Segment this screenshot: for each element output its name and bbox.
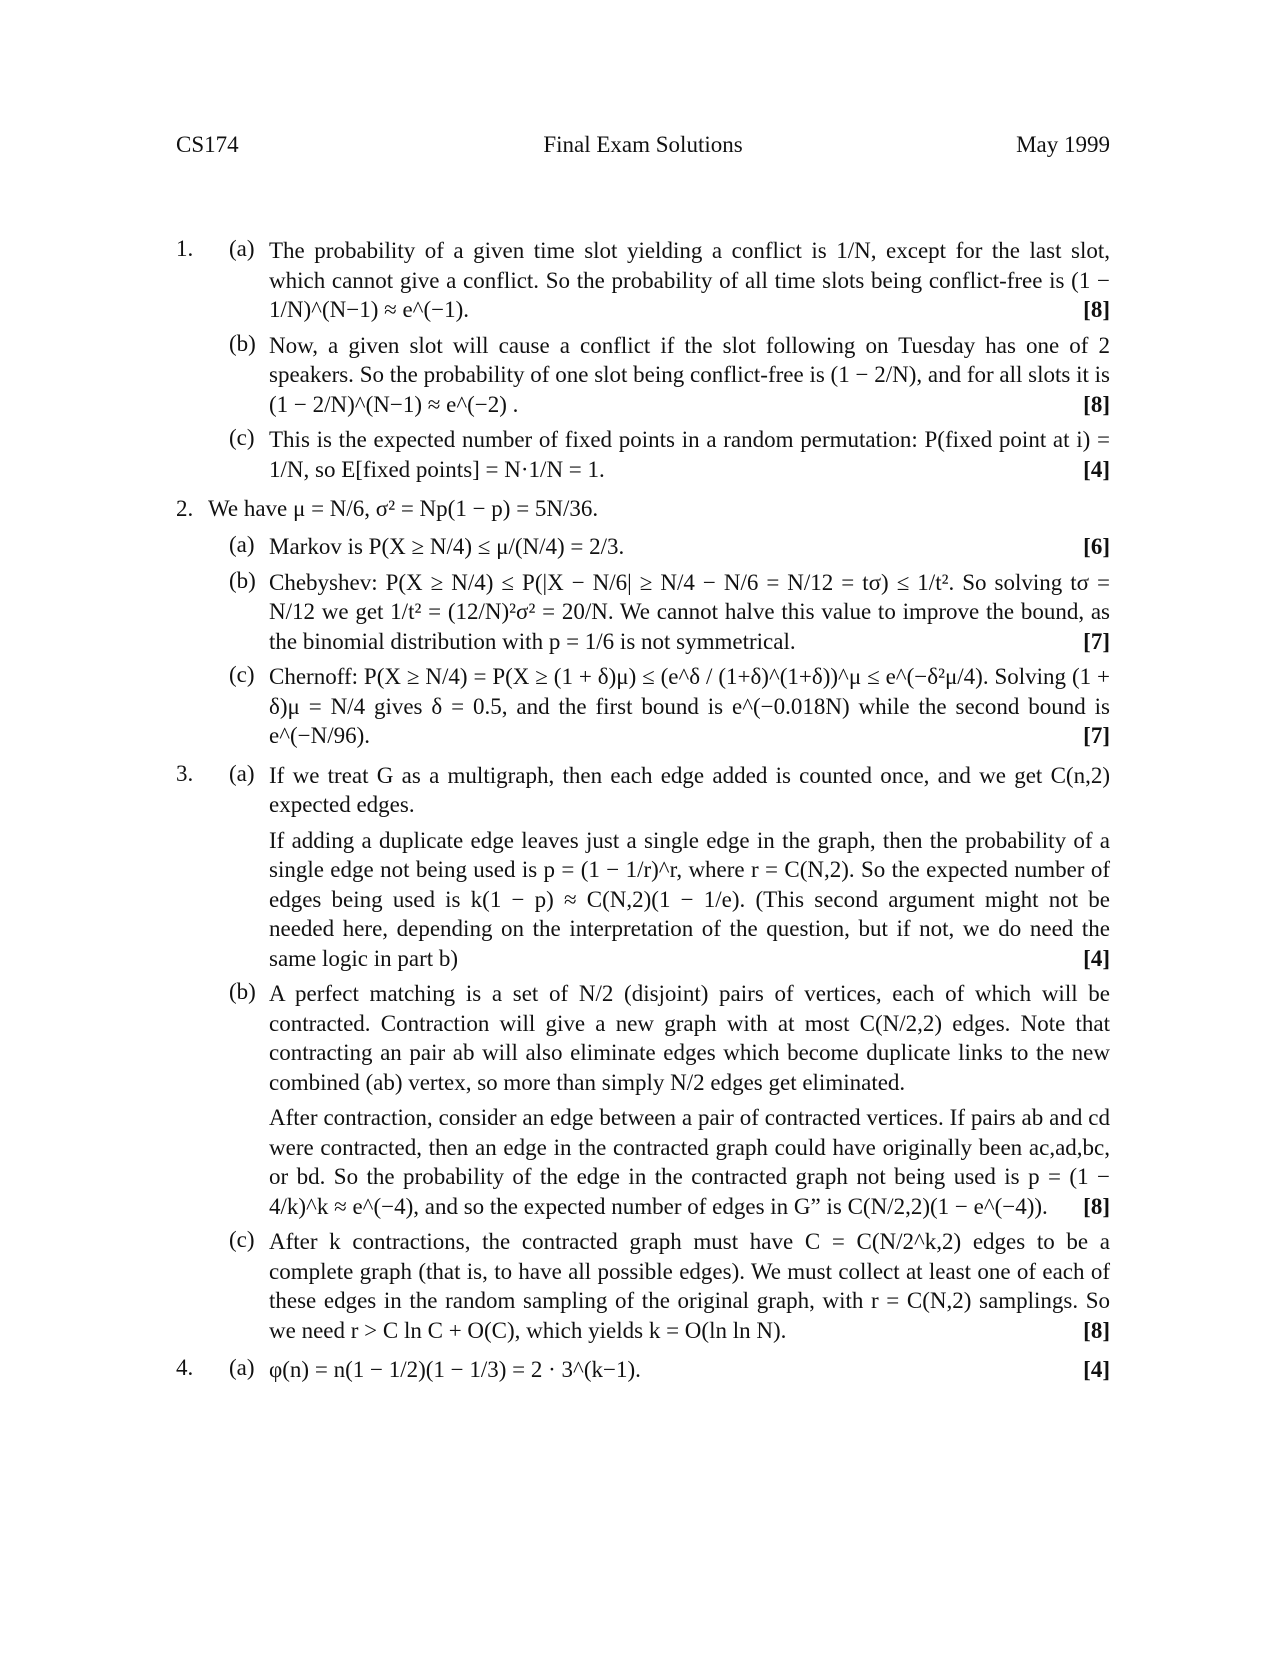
part-label: (a): [229, 532, 255, 557]
problem-4-part-a: [229, 1355, 1110, 1385]
problem-2-part-a: [229, 532, 1110, 562]
points-mark: [8]: [1083, 391, 1110, 417]
points-mark: [6]: [1083, 534, 1110, 559]
points-mark: [4]: [1083, 456, 1110, 482]
part-label: (b): [229, 979, 256, 1004]
problem-2-intro: [176, 494, 1110, 524]
problem-3-part-a: [229, 761, 1110, 974]
part-text: [269, 331, 1110, 420]
part-text: [269, 826, 1110, 974]
problem-1-part-c: [229, 425, 1110, 484]
paragraph: After k contractions, the contracted graph must have C = C(N/2^k,2) edges to be a complete graph (that is, to have all possible edges). We must collect at least one of each of these edges in the random sampling of the original graph, with r = C(N,2) samplings. So we need r > C ln C + O(C), which yields k = O(ln ln N).: [269, 1229, 1110, 1343]
problem-number: 2.: [176, 496, 194, 521]
part-text: [269, 425, 1110, 484]
part-text: [269, 568, 1110, 657]
problem-1: [176, 236, 1110, 484]
part-text: [269, 1355, 1110, 1385]
points-mark: [7]: [1083, 628, 1110, 654]
problem-2: [176, 494, 1110, 751]
points-mark: [4]: [1083, 945, 1110, 971]
part-text: [269, 532, 1110, 562]
problem-1-part-a: [229, 236, 1110, 325]
paragraph: Chebyshev: P(X ≥ N/4) ≤ P(|X − N/6| ≥ N/4 − N/6 = N/12 = tσ) ≤ 1/t². So solving tσ = N/12 we get 1/t² = (12/N)²σ² = 20/N. We cannot halve this value to improve the bound, as the binomial distribution with p = 1/6 is not symmetrical.: [269, 569, 1110, 654]
paragraph: The probability of a given time slot yielding a conflict is 1/N, except for the last slot, which cannot give a conflict. So the probability of all time slots being conflict-free is (1 − 1/N)^(N−1) ≈ e^(−1).: [269, 238, 1110, 322]
part-label: (a): [229, 1355, 255, 1380]
part-text: [269, 236, 1110, 325]
part-label: (b): [229, 330, 256, 356]
problem-4: [176, 1355, 1110, 1385]
points-mark: [7]: [1083, 723, 1110, 748]
points-mark: [8]: [1083, 297, 1110, 322]
part-label: (c): [229, 1227, 255, 1252]
part-text: [269, 1103, 1110, 1221]
paragraph: φ(n) = n(1 − 1/2)(1 − 1/3) = 2 · 3^(k−1).: [269, 1357, 641, 1382]
points-mark: [8]: [1083, 1193, 1110, 1219]
paragraph: If adding a duplicate edge leaves just a single edge in the graph, then the probability of a single edge not being used is p = (1 − 1/r)^r, where r = C(N,2). So the expected number of edges being used is k(1 − p) ≈ C(N,2)(1 − 1/e). (This second argument might not be needed here, depending on the interpretation of the question, but if not, we do need the same logic in part b): [269, 827, 1110, 971]
exam-date: May 1999: [1016, 132, 1110, 157]
paragraph: Now, a given slot will cause a conflict if the slot following on Tuesday has one of 2 speakers. So the probability of one slot being conflict-free is (1 − 2/N), and for all slots it is (1 − 2/N)^(N−1) ≈ e^(−2) .: [269, 332, 1110, 417]
intro-text: We have μ = N/6, σ² = Np(1 − p) = 5N/36.: [208, 496, 599, 521]
part-text: A perfect matching is a set of N/2 (disjoint) pairs of vertices, each of which will be contracted. Contraction will give a new graph with at most C(N/2,2) edges. Note that contracting an pair ab will also eliminate edges which become duplicate links to the new combined (ab) vertex, so more than simply N/2 edges get eliminated.: [269, 981, 1110, 1095]
part-label: (a): [229, 760, 255, 786]
problem-3-part-b: [229, 979, 1110, 1221]
page-header: [176, 132, 1110, 166]
points-mark: [8]: [1083, 1317, 1110, 1343]
problem-number: 3.: [176, 760, 194, 786]
problem-2-part-c: [229, 662, 1110, 751]
part-text: [269, 662, 1110, 751]
problem-number: 4.: [176, 1355, 194, 1380]
problem-3: [176, 761, 1110, 1346]
problem-1-part-b: [229, 331, 1110, 420]
problem-3-part-c: [229, 1227, 1110, 1345]
part-label: (b): [229, 567, 256, 593]
solutions-body: [176, 236, 1110, 1395]
paragraph: This is the expected number of fixed points in a random permutation: P(fixed point at i) = 1/N, so E[fixed points] = N·1/N = 1.: [269, 427, 1110, 482]
paragraph: After contraction, consider an edge between a pair of contracted vertices. If pairs ab and cd were contracted, then an edge in the contracted graph could have originally been ac,ad,bc, or bd. So the probability of the edge in the contracted graph not being used is p = (1 − 4/k)^k ≈ e^(−4), and so the expected number of edges in G” is C(N/2,2)(1 − e^(−4)).: [269, 1105, 1110, 1219]
points-mark: [4]: [1083, 1357, 1110, 1382]
course-code: CS174: [176, 132, 239, 157]
part-text: [269, 1227, 1110, 1345]
document-title: Final Exam Solutions: [543, 132, 743, 157]
part-label: (c): [229, 662, 255, 687]
paragraph: Chernoff: P(X ≥ N/4) = P(X ≥ (1 + δ)μ) ≤ (e^δ / (1+δ)^(1+δ))^μ ≤ e^(−δ²μ/4). Solving (1 + δ)μ = N/4 gives δ = 0.5, and the first bound is e^(−0.018N) while the second bound is e^(−N/96).: [269, 664, 1110, 748]
part-label: (a): [229, 236, 255, 261]
problem-number: 1.: [176, 236, 194, 261]
part-label: (c): [229, 425, 255, 450]
problem-2-part-b: [229, 568, 1110, 657]
paragraph: Markov is P(X ≥ N/4) ≤ μ/(N/4) = 2/3.: [269, 534, 625, 559]
part-text: If we treat G as a multigraph, then each edge added is counted once, and we get C(n,2) expected edges.: [269, 762, 1110, 817]
